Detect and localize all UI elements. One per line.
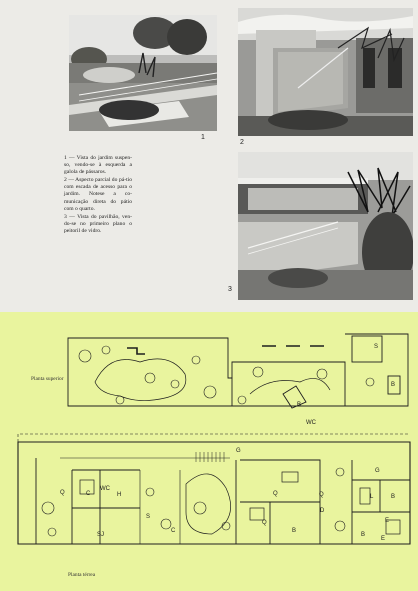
ground-room-label: C xyxy=(86,491,91,497)
ground-room-label: B xyxy=(361,532,366,538)
ground-room-label: S xyxy=(146,514,151,520)
photo-captions xyxy=(64,155,132,236)
ground-room-label: Q xyxy=(319,492,324,498)
ground-room-label: E xyxy=(381,536,386,542)
ground-room-label: SJ xyxy=(97,532,105,538)
upper-room-label: B xyxy=(391,382,396,388)
ground-room-label: B xyxy=(292,528,297,534)
ground-room-label: G xyxy=(375,468,380,474)
ground-room-label: B xyxy=(391,494,396,500)
figure-number-1: 1 xyxy=(201,134,205,141)
upper-room-label: WC xyxy=(306,420,316,426)
ground-room-label: Q xyxy=(60,490,65,496)
ground-plan-outline xyxy=(18,442,410,544)
caption-3: 3 — Vista do pavilhão, ven-do-se no primeiro plano o peitoril de vidro. xyxy=(64,213,132,234)
floor-plans-drawing xyxy=(0,312,418,591)
figure-number-3: 3 xyxy=(228,286,232,293)
ground-room-label: H xyxy=(117,492,122,498)
ground-room-label: Q xyxy=(262,520,267,526)
upper-plan-title: Planta superior xyxy=(31,376,64,382)
caption-1: 1 — Vista do jardim suspen-so, vendo-se à esquerda a galola de pássaros. xyxy=(64,155,132,176)
ground-room-label: G xyxy=(236,448,241,454)
caption-2: 2 — Aspecto parcial do pá-tio com escada de acesso para o jardim. Notese a co-municação direta do pátio com o quarto. xyxy=(64,177,132,212)
photo-pavilion xyxy=(238,152,413,300)
upper-room-label: B xyxy=(297,402,302,408)
photo-patio-stairs xyxy=(238,8,413,136)
ground-room-label: Q xyxy=(273,491,278,497)
ground-room-label: WC xyxy=(100,486,110,492)
ground-room-label: L xyxy=(370,494,374,500)
ground-room-label: C xyxy=(171,528,176,534)
upper-room-label: S xyxy=(374,344,379,350)
ground-room-label: D xyxy=(320,508,325,514)
ground-plan-title: Planta térrea xyxy=(68,572,96,578)
floor-plans-sheet xyxy=(0,312,418,591)
upper-plan-garden-outline xyxy=(68,338,232,406)
photo-suspended-garden xyxy=(69,15,217,131)
figure-number-2: 2 xyxy=(240,139,244,146)
ground-room-label: E xyxy=(385,518,390,524)
